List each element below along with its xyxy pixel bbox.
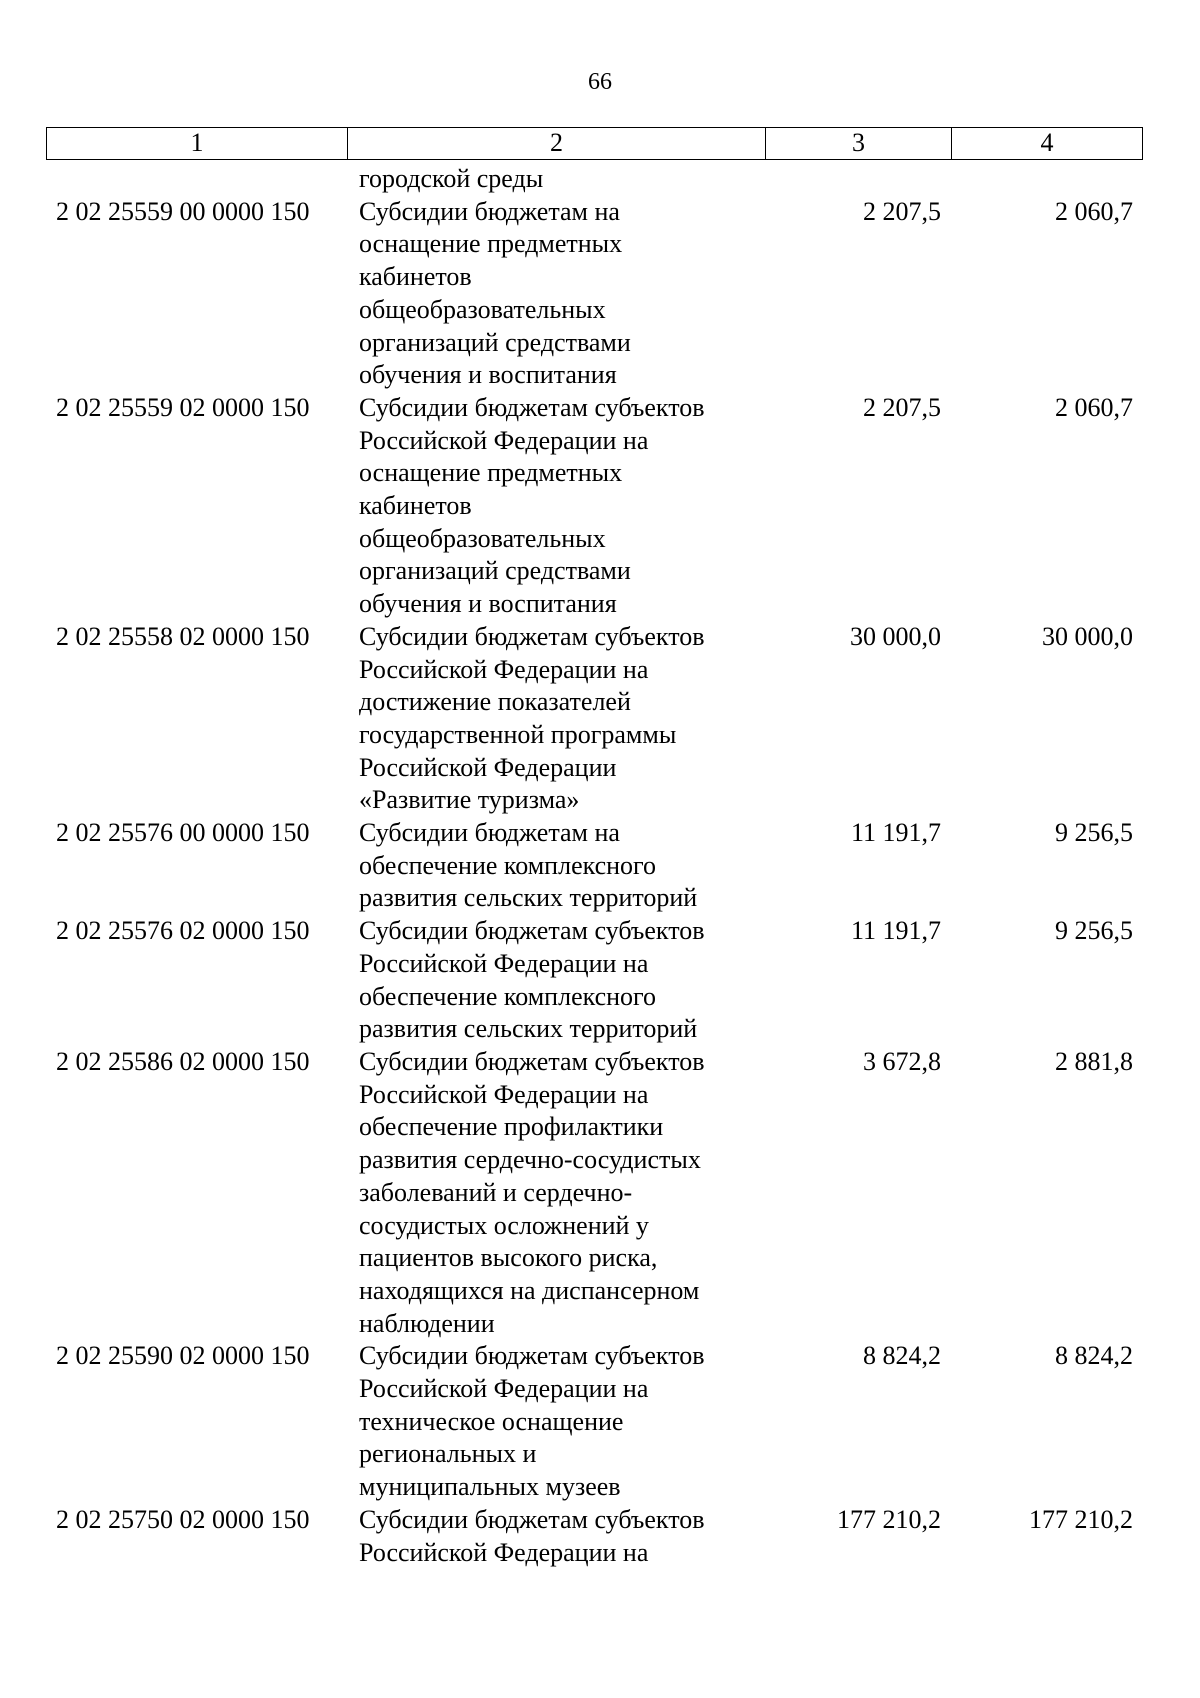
row-description bbox=[347, 1046, 765, 1340]
row-value-col4 bbox=[951, 163, 1143, 196]
row-description-line: развития сельских территорий bbox=[359, 883, 698, 913]
row-description-line: организаций средствами bbox=[359, 327, 631, 357]
row-description-line: Российской Федерации на bbox=[359, 1537, 649, 1567]
row-description-line: обучения и воспитания bbox=[359, 589, 617, 619]
row-value-col3: 2 207,5 bbox=[863, 196, 941, 226]
row-description-line: сосудистых осложнений у bbox=[359, 1210, 649, 1240]
row-description bbox=[347, 621, 765, 817]
row-description-line: кабинетов bbox=[359, 491, 472, 521]
row-description-line: обеспечение профилактики bbox=[359, 1112, 664, 1142]
row-description bbox=[347, 163, 765, 196]
row-description-line: Российской Федерации на bbox=[359, 948, 649, 978]
row-description-line: достижение показателей bbox=[359, 687, 631, 717]
row-description-line: общеобразовательных bbox=[359, 294, 606, 324]
row-value-col4: 30 000,0 bbox=[1042, 621, 1133, 651]
row-description-line: Субсидии бюджетам субъектов bbox=[359, 392, 705, 422]
table-row bbox=[46, 1504, 1143, 1569]
row-description-line: Российской Федерации на bbox=[359, 654, 649, 684]
row-value-col4: 2 060,7 bbox=[1055, 392, 1133, 422]
row-description bbox=[347, 1504, 765, 1569]
row-value-col4: 2 060,7 bbox=[1055, 196, 1133, 226]
header-col-1: 1 bbox=[47, 128, 348, 159]
row-description-line: Субсидии бюджетам на bbox=[359, 196, 620, 226]
header-col-4: 4 bbox=[1040, 128, 1054, 157]
row-code: 2 02 25559 02 0000 150 bbox=[56, 392, 310, 422]
header-col-2: 2 bbox=[348, 128, 766, 159]
row-description bbox=[347, 1340, 765, 1504]
row-description-line: Российской Федерации на bbox=[359, 425, 649, 455]
row-value-col4: 9 256,5 bbox=[1055, 818, 1133, 848]
row-description-line: развития сельских территорий bbox=[359, 1014, 698, 1044]
row-code: 2 02 25590 02 0000 150 bbox=[56, 1341, 310, 1371]
table-row bbox=[46, 817, 1143, 915]
row-description-line: Российской Федерации на bbox=[359, 1079, 649, 1109]
row-value-col4: 9 256,5 bbox=[1055, 916, 1133, 946]
row-description-line: муниципальных музеев bbox=[359, 1472, 621, 1502]
row-description-line: техническое оснащение bbox=[359, 1406, 624, 1436]
row-description-line: общеобразовательных bbox=[359, 523, 606, 553]
row-description-line: городской среды bbox=[359, 164, 544, 193]
row-value-col3: 8 824,2 bbox=[863, 1341, 941, 1371]
row-description-line: Субсидии бюджетам субъектов bbox=[359, 621, 705, 651]
table-header bbox=[46, 127, 1143, 160]
row-value-col4: 177 210,2 bbox=[1029, 1504, 1133, 1534]
row-code: 2 02 25558 02 0000 150 bbox=[56, 621, 310, 651]
row-description-line: пациентов высокого риска, bbox=[359, 1243, 658, 1273]
row-description-line: обеспечение комплексного bbox=[359, 850, 657, 880]
table-row bbox=[46, 163, 1143, 196]
row-value-col3: 177 210,2 bbox=[837, 1504, 941, 1534]
row-description-line: «Развитие туризма» bbox=[359, 785, 580, 815]
row-value-col3: 11 191,7 bbox=[850, 916, 941, 946]
table-row bbox=[46, 196, 1143, 392]
row-description-line: обеспечение комплексного bbox=[359, 981, 657, 1011]
row-description-line: Субсидии бюджетам на bbox=[359, 818, 620, 848]
page-number: 66 bbox=[588, 69, 612, 95]
row-description-line: обучения и воспитания bbox=[359, 360, 617, 390]
row-description-line: развития сердечно-сосудистых bbox=[359, 1145, 701, 1175]
row-description bbox=[347, 817, 765, 915]
row-code: 2 02 25750 02 0000 150 bbox=[56, 1504, 310, 1534]
row-description-line: Субсидии бюджетам субъектов bbox=[359, 1504, 705, 1534]
row-value-col3: 3 672,8 bbox=[863, 1046, 941, 1076]
row-description-line: оснащение предметных bbox=[359, 229, 623, 259]
row-code: 2 02 25576 02 0000 150 bbox=[56, 916, 310, 946]
row-description-line: Российской Федерации на bbox=[359, 1374, 649, 1404]
row-value-col4: 2 881,8 bbox=[1055, 1046, 1133, 1076]
row-description bbox=[347, 915, 765, 1046]
table-body bbox=[46, 163, 1143, 1569]
row-value-col3 bbox=[765, 163, 951, 196]
row-code: 2 02 25586 02 0000 150 bbox=[56, 1046, 310, 1076]
table-row bbox=[46, 1340, 1143, 1504]
row-description-line: государственной программы bbox=[359, 719, 677, 749]
row-description-line: Субсидии бюджетам субъектов bbox=[359, 916, 705, 946]
row-description-line: наблюдении bbox=[359, 1308, 495, 1338]
row-description-line: заболеваний и сердечно- bbox=[359, 1177, 633, 1207]
row-description bbox=[347, 196, 765, 392]
row-description-line: кабинетов bbox=[359, 262, 472, 292]
row-code bbox=[46, 163, 347, 196]
row-description-line: Российской Федерации bbox=[359, 752, 617, 782]
row-description-line: организаций средствами bbox=[359, 556, 631, 586]
row-description-line: находящихся на диспансерном bbox=[359, 1275, 700, 1305]
row-description-line: региональных и bbox=[359, 1439, 537, 1469]
table-row bbox=[46, 1046, 1143, 1340]
row-value-col3: 2 207,5 bbox=[863, 392, 941, 422]
row-description-line: Субсидии бюджетам субъектов bbox=[359, 1046, 705, 1076]
row-code: 2 02 25576 00 0000 150 bbox=[56, 818, 310, 848]
row-code: 2 02 25559 00 0000 150 bbox=[56, 196, 310, 226]
row-value-col4: 8 824,2 bbox=[1055, 1341, 1133, 1371]
row-description-line: Субсидии бюджетам субъектов bbox=[359, 1341, 705, 1371]
row-value-col3: 30 000,0 bbox=[850, 621, 941, 651]
header-col-3: 3 bbox=[766, 128, 952, 159]
row-description bbox=[347, 392, 765, 621]
row-value-col3: 11 191,7 bbox=[850, 818, 941, 848]
row-description-line: оснащение предметных bbox=[359, 458, 623, 488]
table-row bbox=[46, 392, 1143, 621]
table-row bbox=[46, 915, 1143, 1046]
table-row bbox=[46, 621, 1143, 817]
